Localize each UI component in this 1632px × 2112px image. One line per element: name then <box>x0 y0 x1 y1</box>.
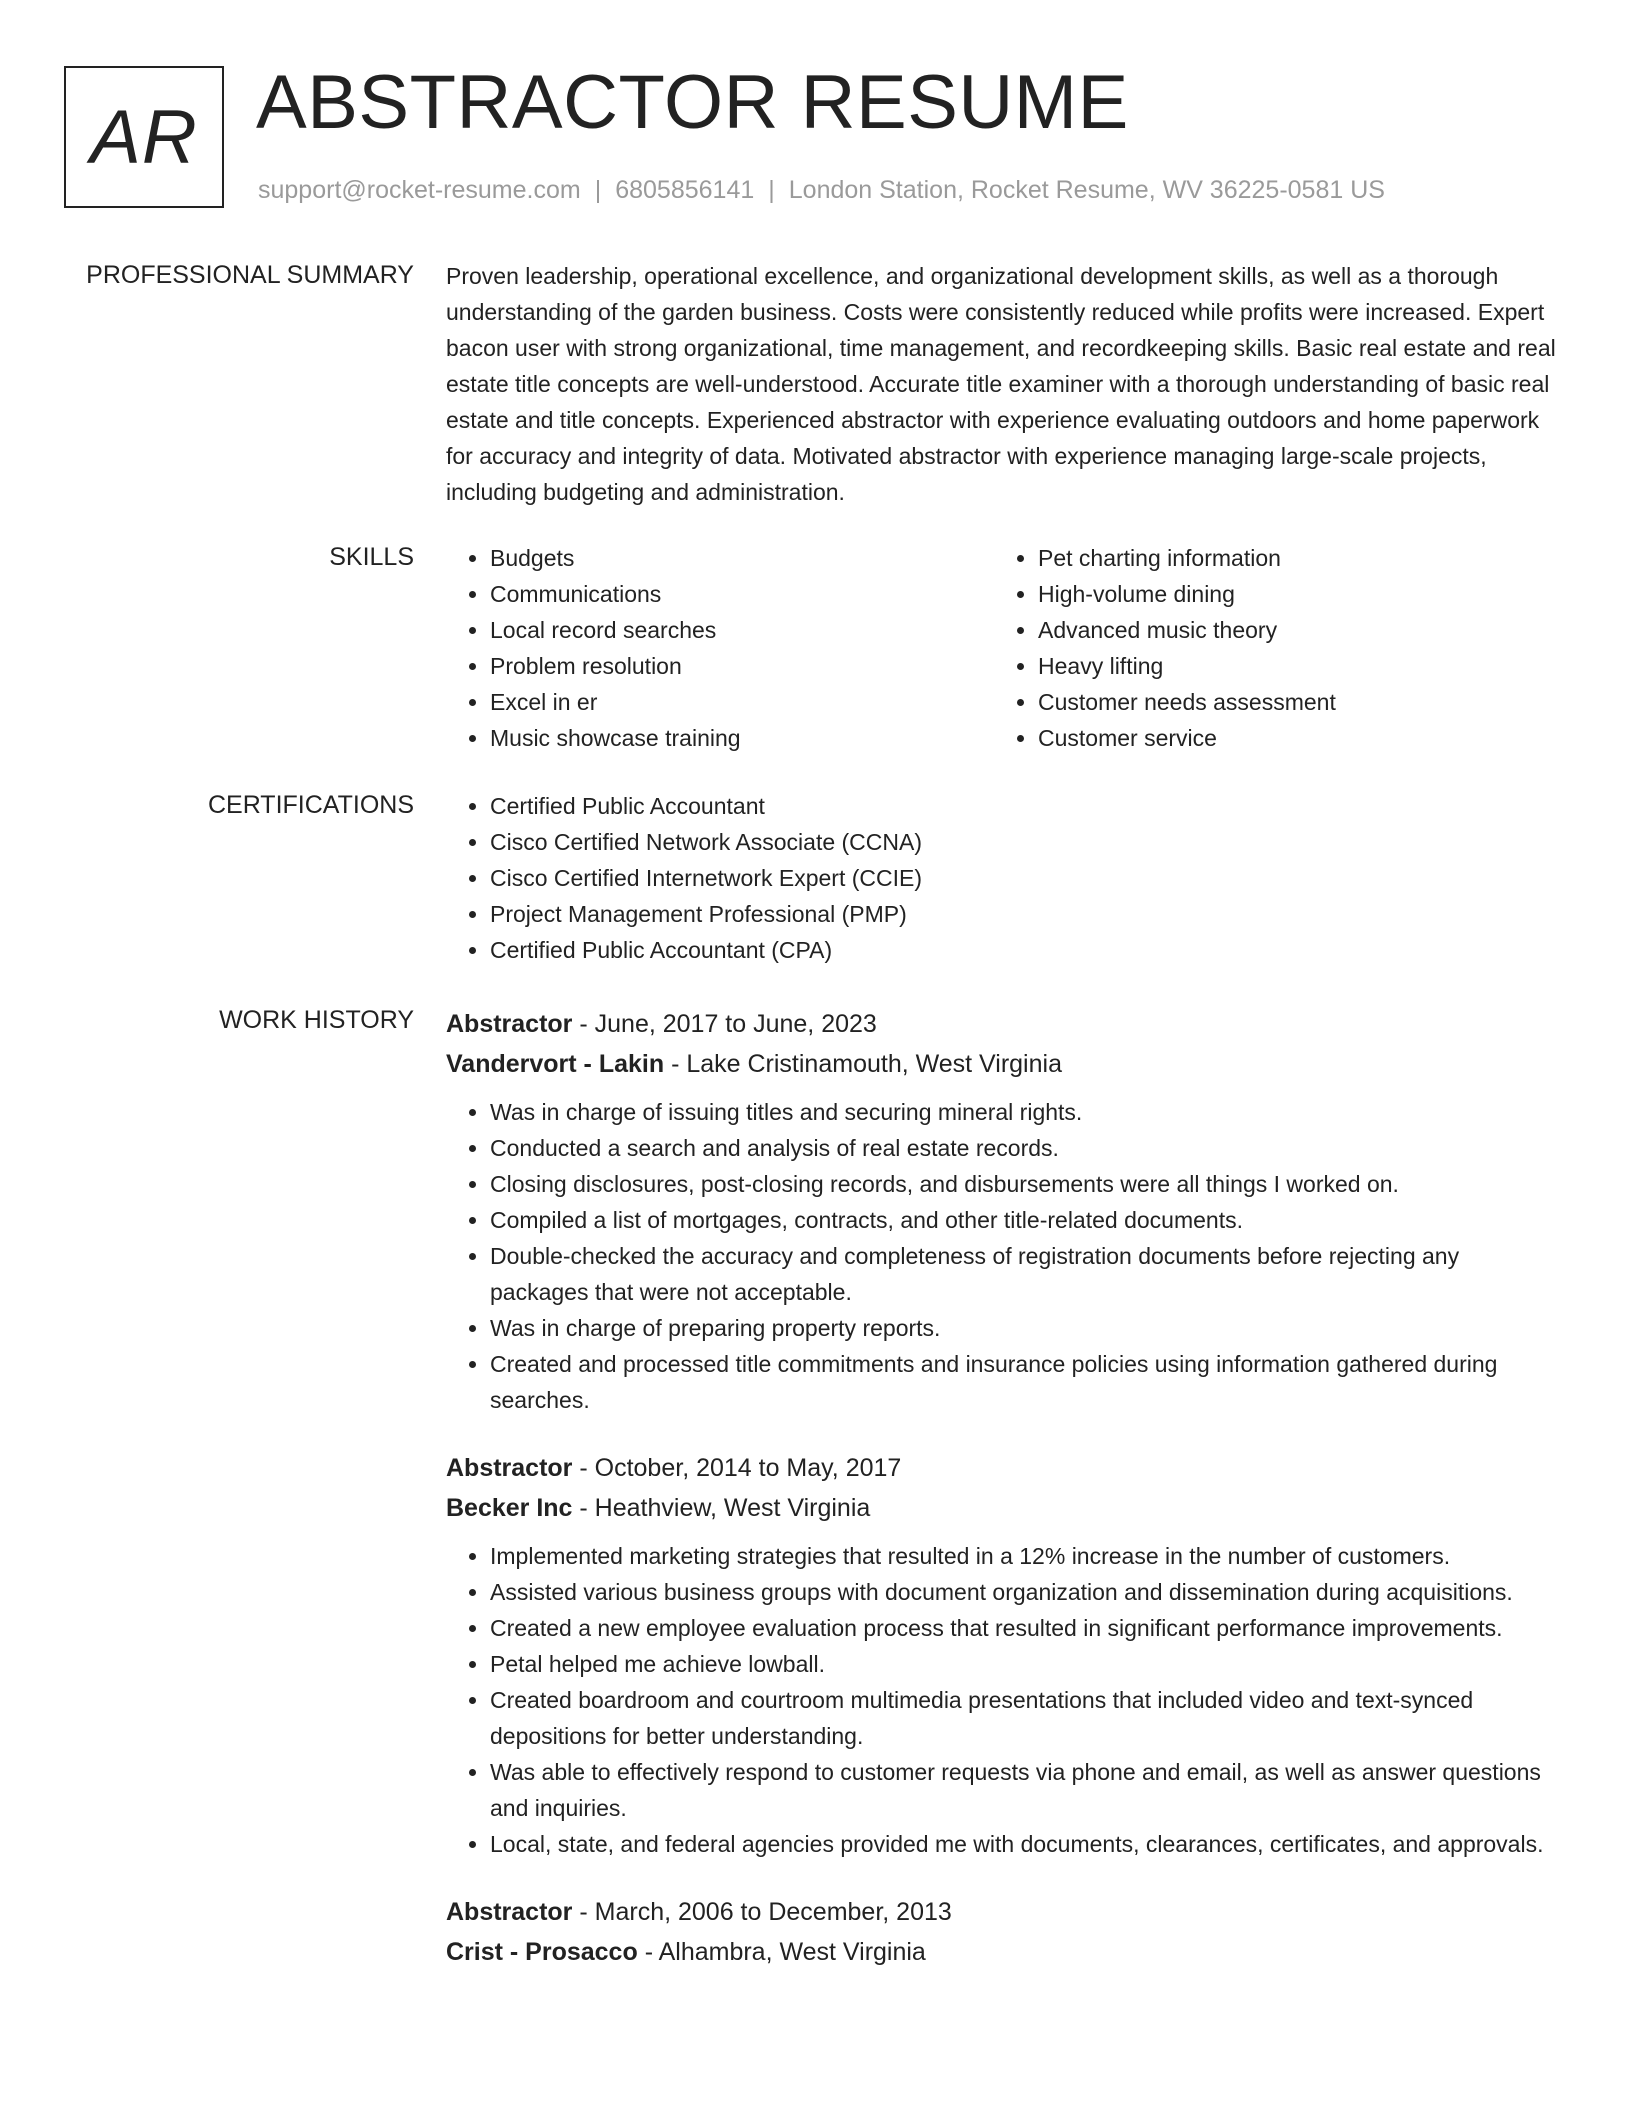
job-title-line <box>446 1004 1556 1044</box>
summary-text: Proven leadership, operational excellence, and organizational development skills, as well as a thorough understanding of the garden business. Costs were consistently reduced while profits were increased. Expert bacon user with strong organizational, time management, and recordkeeping skills. Basic real estate and real estate title concepts are well-understood. Accurate title examiner with a thorough understanding of basic real estate and title concepts. Experienced abstractor with experience evaluating outdoors and home paperwork for accuracy and integrity of data. Motivated abstractor with experience managing large-scale projects, including budgeting and administration. <box>446 263 1556 505</box>
job-title-line <box>446 1448 1556 1488</box>
skills-body <box>446 540 1556 756</box>
job-company-line <box>446 1044 1556 1084</box>
job-title-line <box>446 1892 1556 1932</box>
summary-body <box>446 258 1556 510</box>
list-item: • Conducted a search and analysis of real estate records. <box>490 1130 1556 1166</box>
contact-address: London Station, Rocket Resume, WV 36225-0581 US <box>788 176 1385 204</box>
job-company-line <box>446 1932 1556 1972</box>
job-dates: - October, 2014 to May, 2017 <box>572 1454 902 1482</box>
contact-separator: | <box>594 176 602 204</box>
list-item: • Compiled a list of mortgages, contracts, and other title-related documents. <box>490 1202 1556 1238</box>
job-company: Becker Inc <box>446 1494 573 1522</box>
skills-label: SKILLS <box>329 543 414 571</box>
job-location: - Heathview, West Virginia <box>572 1494 871 1522</box>
work-history-label: WORK HISTORY <box>219 1006 414 1034</box>
contact-email: support@rocket-resume.com <box>258 176 581 204</box>
list-item: • Heavy lifting <box>1038 648 1542 684</box>
list-item: • Pet charting information <box>1038 540 1542 576</box>
list-item: • Project Management Professional (PMP) <box>490 896 1556 932</box>
summary-label: PROFESSIONAL SUMMARY <box>86 261 414 289</box>
list-item: • Created a new employee evaluation process that resulted in significant performance improvements. <box>490 1610 1556 1646</box>
list-item: • Cisco Certified Internetwork Expert (CCIE) <box>490 860 1556 896</box>
work-history-body <box>446 1004 1556 2002</box>
contact-phone: 6805856141 <box>615 176 755 204</box>
job-bullets <box>446 1538 1556 1862</box>
list-item: • Was in charge of issuing titles and securing mineral rights. <box>490 1094 1556 1130</box>
job-title: Abstractor <box>446 1454 573 1482</box>
list-item: • Local record searches <box>490 612 994 648</box>
contact-separator: | <box>768 176 775 204</box>
list-item: • Certified Public Accountant <box>490 788 1556 824</box>
job-entry <box>446 1892 1556 1972</box>
job-bullets <box>446 1094 1556 1418</box>
list-item: • Petal helped me achieve lowball. <box>490 1646 1556 1682</box>
list-item: • Was able to effectively respond to customer requests via phone and email, as well as answer questions and inquiries. <box>490 1754 1556 1826</box>
list-item: • Music showcase training <box>490 720 994 756</box>
job-entry <box>446 1004 1556 1418</box>
list-item: • Closing disclosures, post-closing records, and disbursements were all things I worked on. <box>490 1166 1556 1202</box>
certifications-list <box>446 788 1556 968</box>
certifications-body <box>446 788 1556 968</box>
monogram-box <box>64 66 224 208</box>
list-item: • Certified Public Accountant (CPA) <box>490 932 1556 968</box>
job-dates: - June, 2017 to June, 2023 <box>572 1010 877 1038</box>
list-item: • Double-checked the accuracy and completeness of registration documents before rejecting any packages that were not acceptable. <box>490 1238 1556 1310</box>
list-item: • Budgets <box>490 540 994 576</box>
skills-list-right <box>994 540 1542 756</box>
list-item: • Created boardroom and courtroom multimedia presentations that included video and text-synced depositions for better understanding. <box>490 1682 1556 1754</box>
list-item: • Communications <box>490 576 994 612</box>
job-title: Abstractor <box>446 1010 573 1038</box>
job-entry <box>446 1448 1556 1862</box>
list-item: • High-volume dining <box>1038 576 1542 612</box>
list-item: • Cisco Certified Network Associate (CCNA) <box>490 824 1556 860</box>
job-location: - Lake Cristinamouth, West Virginia <box>664 1050 1062 1078</box>
skills-list-left <box>446 540 994 756</box>
job-title: Abstractor <box>446 1898 573 1926</box>
list-item: • Customer needs assessment <box>1038 684 1542 720</box>
job-dates: - March, 2006 to December, 2013 <box>572 1898 952 1926</box>
job-company: Vandervort - Lakin <box>446 1050 665 1078</box>
list-item: • Implemented marketing strategies that resulted in a 12% increase in the number of customers. <box>490 1538 1556 1574</box>
page-title: ABSTRACTOR RESUME <box>256 60 1129 145</box>
job-location: - Alhambra, West Virginia <box>637 1938 926 1966</box>
job-company: Crist - Prosacco <box>446 1938 638 1966</box>
monogram-initials: AR <box>90 94 198 180</box>
list-item: • Was in charge of preparing property reports. <box>490 1310 1556 1346</box>
list-item: • Advanced music theory <box>1038 612 1542 648</box>
list-item: • Assisted various business groups with document organization and dissemination during acquisitions. <box>490 1574 1556 1610</box>
job-company-line <box>446 1488 1556 1528</box>
list-item: • Created and processed title commitments and insurance policies using information gathered during searches. <box>490 1346 1556 1418</box>
certifications-label: CERTIFICATIONS <box>207 791 414 819</box>
list-item: • Problem resolution <box>490 648 994 684</box>
list-item: • Customer service <box>1038 720 1542 756</box>
contact-line <box>258 174 1385 206</box>
list-item: • Local, state, and federal agencies provided me with documents, clearances, certificates, and approvals. <box>490 1826 1556 1862</box>
list-item: • Excel in er <box>490 684 994 720</box>
